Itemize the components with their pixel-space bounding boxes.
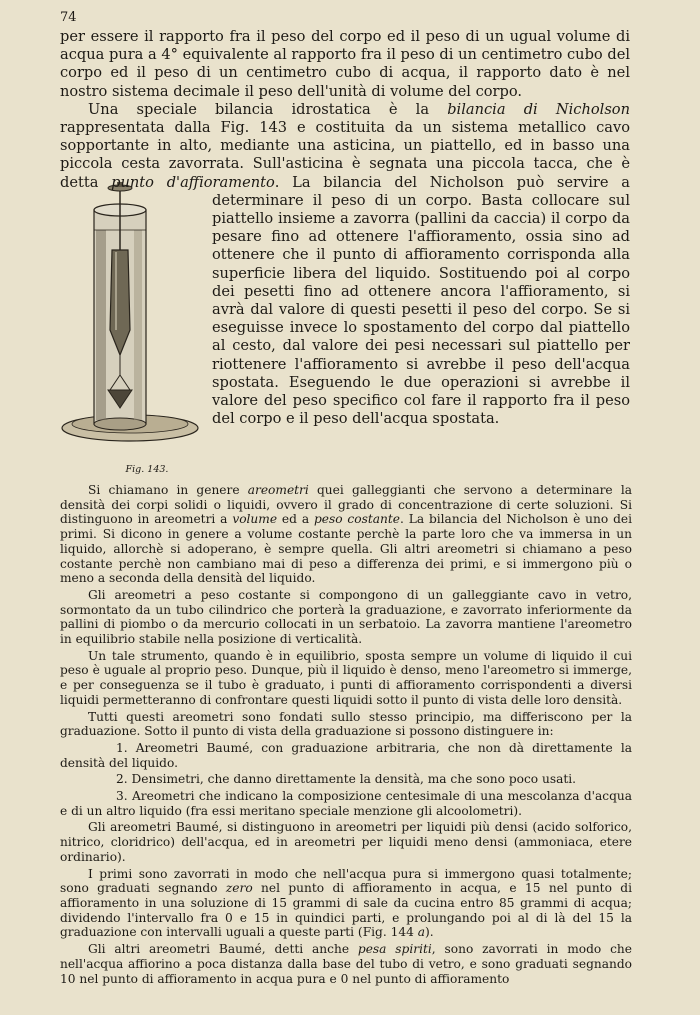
term-areometri: areometri bbox=[247, 483, 309, 497]
paragraph: Un tale strumento, quando è in equilibrio, sposta sempre un volume di liquido il cui peso è uguale al proprio peso. Dunque, più il liquido è denso, meno l'areometro si immerge, e per conseguenza se il tubo è graduato, i punti di affioramento corrispondenti a diversi liquidi permetteranno di confrontare questi liquidi sotto il punto di vista delle loro densità. bbox=[60, 648, 632, 707]
term-volume: volume bbox=[232, 512, 278, 527]
term-peso-costante: peso costante bbox=[313, 512, 400, 527]
figure-caption: Fig. 143. bbox=[125, 463, 169, 475]
paragraph: Gli areometri a peso costante si compongono di un galleggiante cavo in vetro, sormontato da un tubo cilindrico che porterà la graduazione, e zavorrato inferiormente da pallini di piombo o da mercurio collocati in un serbatoio. La zavorra mantiene l'areometro in equilibrio stabile nella posizione di verticalità. bbox=[60, 587, 632, 647]
paragraph: Si chiamano in genere areometri quei galleggianti che servono a determinare la densità dei corpi solidi o liquidi, ovvero il grado di concentrazione di certe soluzioni. Si distinguono in areometri a volume ed a peso costante. La bilancia del Nicholson è uno dei primi. Si dicono in genere a volume costante perchè la parte loro che va immersa in un liquido, allorchè si adoperano, è sempre quella. Gli altri areometri si chiamano a peso costante perchè non cambiano mai di peso a differenza dei primi, e si immergono più o meno a seconda della densità del liquido. bbox=[60, 483, 632, 586]
paragraph: per essere il rapporto fra il peso del corpo ed il peso di un ugual volume di acqua pura a 4° equivalente al rapporto fra il peso di un centimetro cubo del corpo ed il peso di un centimetro cubo di acqua, il rapporto dato è nel nostro sistema decimale il peso dell'unità di volume del corpo. bbox=[60, 28, 630, 100]
list-item: 3. Areometri che indicano la composizione centesimale di una mescolanza d'acqua e di un altro liquido (fra essi meritano speciale menzione gli alcoolometri). bbox=[60, 789, 632, 818]
paragraph: Gli areometri Baumé, si distinguono in areometri per liquidi più densi (acido solforico, nitrico, cloridrico) dell'acqua, ed in areometri per liquidi meno densi (ammoniaca, etere ordinario). bbox=[60, 820, 632, 864]
lower-text-block bbox=[60, 483, 632, 988]
page-number: 74 bbox=[60, 10, 77, 25]
paragraph: Tutti questi areometri sono fondati sullo stesso principio, ma differiscono per la graduazione. Sotto il punto di vista della graduazione si possono distinguere in: bbox=[60, 709, 632, 739]
upper-text-block bbox=[60, 28, 630, 478]
list-item: 2. Densimetri, che danno direttamente la densità, ma che sono poco usati. bbox=[116, 772, 577, 787]
term-pesa-spiriti: pesa spiriti bbox=[357, 942, 432, 957]
paragraph-nicholson: Una speciale bilancia idrostatica è la bilancia di Nicholson rappresentata dalla Fig. 143 e costituita da un sistema metallico cavo sopportante in alto, mediante una asticina, un piattello, ed in basso una piccola cesta zavorrata. Sull'asticina è segnata una piccola tacca, che è detta Fig. 143. punto d'affioramento. La bilancia del Nicholson può servire a determinare il peso di un corpo. Basta collocare sul piattello insieme a zavorra (pallini da caccia) il corpo da pesare fino ad ottenere l'affioramento, ossia sino ad ottenere che il punto di affioramento corrisponda alla superficie libera del liquido. Sostituendo poi al corpo dei pesetti fino ad ottenere ancora l'affioramento, si avrà dal valore di questi pesetti il peso del corpo. Se si eseguisse invece lo spostamento del corpo dal piattello al cesto, dal valore dei pesi necessari sul piattello per riottenere l'affioramento si avrebbe il peso dell'acqua spostata. Eseguendo le due operazioni si avrebbe il valore del peso specifico col fare il rapporto fra il peso del corpo e il peso dell'acqua spostata. bbox=[60, 101, 630, 429]
list-item: 1. Areometri Baumé, con graduazione arbitraria, che non dà direttamente la densità del liquido. bbox=[60, 740, 632, 770]
term-zero: zero bbox=[225, 881, 253, 896]
term-punto-affioramento: punto d'affioramento bbox=[111, 173, 275, 191]
figure-143 bbox=[60, 180, 206, 478]
paragraph: I primi sono zavorrati in modo che nell'acqua pura si immergono quasi totalmente; sono graduati segnando zero nel punto di affioramento in acqua, e 15 nel punto di affioramento in una soluzione di 15 grammi di sale da cucina entro 85 grammi di acqua; dividendo l'intervallo fra 0 e 15 in quindici parti, e prolungando poi al di là del 15 la graduazione con intervalli uguali a queste parti (Fig. 144 a). bbox=[60, 866, 632, 940]
paragraph: Gli altri areometri Baumé, detti anche pesa spiriti, sono zavorrati in modo che nell'acqua affiorino a poca distanza dalla base del tubo di vetro, e sono graduati segnando 10 nel punto di affioramento in acqua pura e 0 nel punto di affioramento bbox=[60, 942, 632, 986]
nicholson-balance-illustration bbox=[60, 180, 206, 460]
term-bilancia-nicholson: bilancia di Nicholson bbox=[447, 100, 630, 118]
